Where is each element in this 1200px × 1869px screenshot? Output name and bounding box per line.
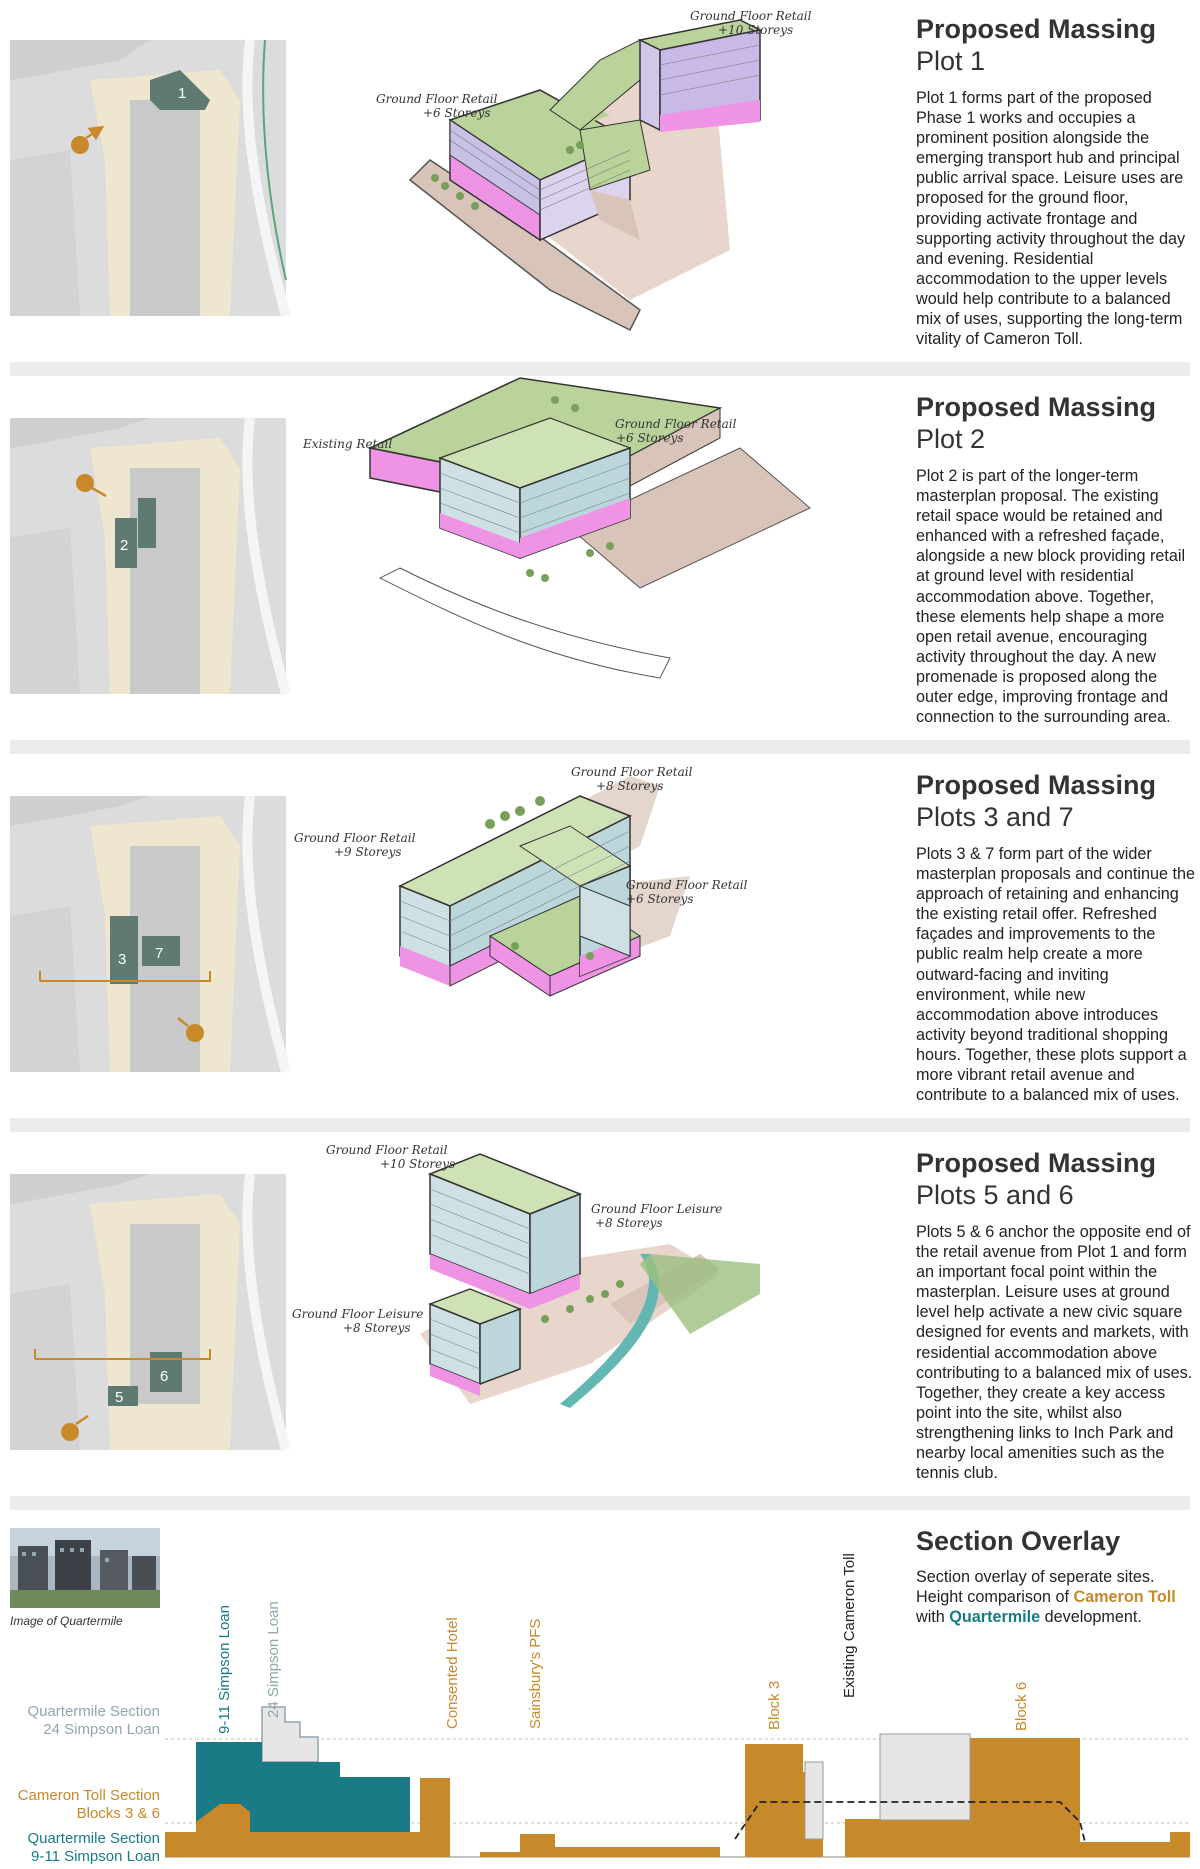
photo-caption: Image of Quartermile <box>10 1614 123 1628</box>
massing-label-1-storeys: +6 Storeys <box>616 431 684 445</box>
panel-subtitle: Plots 5 and 6 <box>916 1180 1074 1210</box>
panel-body: Plot 1 forms part of the proposed Phase 1 works and occupies a prominent position alongside the emerging transport hub and principal public arrival space. Leisure uses are proposed for the ground floor, providing activate frontage and supporting activity throughout the day and evening. Residential accommodation to the upper levels would help contribute to a balanced mix of uses, supporting the long-term vitality of Cameron Toll. <box>916 89 1186 349</box>
site-plan-thumbnail <box>10 796 286 1072</box>
panel-title: Proposed Massing <box>916 1148 1157 1178</box>
panel-plot-2 <box>0 378 1200 738</box>
plot-number-6: 6 <box>160 1368 169 1385</box>
massing-label-1: Ground Floor Retail <box>326 1143 448 1157</box>
section-divider <box>10 1118 1190 1132</box>
massing-label-2-storeys: +8 Storeys <box>595 1216 663 1230</box>
massing-label-1: Ground Floor Retail <box>690 9 812 23</box>
plot-number-7: 7 <box>155 945 164 962</box>
massing-label-2-storeys: +6 Storeys <box>423 106 491 120</box>
panel-body: Plots 3 & 7 form part of the wider masterplan proposals and continue the approach of retaining and enhancing the existing retail offer. Refreshed façades and improvements to the public realm help create a more outward-facing and inviting environment, while new accommodation above introduces activity beyond traditional shopping hours. Together, these plots support a more vibrant retail avenue and contribute to a balanced mix of uses. <box>916 845 1195 1105</box>
massing-label-1-storeys: +8 Storeys <box>596 779 664 793</box>
massing-label-1-storeys: +10 Storeys <box>718 23 794 37</box>
isometric-massing-plot-1 <box>340 0 900 360</box>
vlabel-block-3: Block 3 <box>766 1680 783 1730</box>
isometric-massing-plot-2 <box>303 378 900 738</box>
massing-label-3: Ground Floor Leisure <box>292 1307 424 1321</box>
panel-title: Proposed Massing <box>916 392 1157 422</box>
plot-3-footprint <box>110 916 138 984</box>
vlabel-consented-hotel: Consented Hotel <box>444 1617 461 1729</box>
panel-text <box>916 392 1196 727</box>
panel-body: Plot 2 is part of the longer-term masterplan proposal. The existing retail space would be retained and enhanced with a refreshed façade, alongside a new block providing retail at ground level with residential accommodation above. Together, these elements help shape a more open retail avenue, encouraging activity throughout the day. A new promenade is proposed along the outer edge, improving frontage and connection to the surrounding area. <box>916 467 1186 727</box>
massing-label-1: Ground Floor Retail <box>571 765 693 779</box>
plot-number-1: 1 <box>178 85 187 102</box>
panel-title: Proposed Massing <box>916 14 1157 44</box>
massing-label-2: Ground Floor Retail <box>376 92 498 106</box>
site-plan-thumbnail <box>10 40 286 316</box>
plot-number-2: 2 <box>120 537 129 554</box>
massing-label-2: Ground Floor Leisure <box>591 1202 723 1216</box>
section-title: Section Overlay <box>916 1526 1121 1556</box>
legend-9-11-simpson: Quartermile Section 9-11 Simpson Loan <box>27 1830 160 1865</box>
massing-label-3-storeys: +8 Storeys <box>343 1321 411 1335</box>
viewpoint-marker <box>61 1423 79 1441</box>
panel-title: Proposed Massing <box>916 770 1157 800</box>
massing-label-3: Ground Floor Retail <box>626 878 748 892</box>
viewpoint-marker <box>186 1024 204 1042</box>
site-plan-thumbnail <box>10 1174 286 1450</box>
vlabel-block-6: Block 6 <box>1013 1681 1030 1731</box>
panel-subtitle: Plot 1 <box>916 46 986 76</box>
legend-cameron-toll: Cameron Toll Section Blocks 3 & 6 <box>17 1787 160 1822</box>
panel-plot-1 <box>0 0 1200 360</box>
vlabel-existing-cameron-toll: Existing Cameron Toll <box>841 1553 858 1698</box>
section-overlay <box>0 1512 1200 1869</box>
viewpoint-marker <box>71 136 89 154</box>
massing-label-3-storeys: +6 Storeys <box>626 892 694 906</box>
massing-label-2-storeys: +9 Storeys <box>334 845 402 859</box>
panel-text <box>916 1148 1196 1483</box>
isometric-massing-plots-5-6 <box>292 1134 900 1494</box>
section-body: Section overlay of seperate sites. Height comparison of Cameron Toll with Quartermile development. <box>916 1568 1176 1627</box>
viewpoint-marker <box>76 474 94 492</box>
vlabel-sainsburys: Sainsbury's PFS <box>527 1618 544 1729</box>
section-divider <box>10 1496 1190 1510</box>
panel-plots-3-7 <box>0 756 1200 1116</box>
section-divider <box>10 740 1190 754</box>
massing-label-2: Ground Floor Retail <box>294 831 416 845</box>
panel-text <box>916 14 1196 349</box>
plot-number-5: 5 <box>115 1389 124 1406</box>
panel-plots-5-6 <box>0 1134 1200 1494</box>
panel-text <box>916 770 1196 1105</box>
legend-24-simpson: Quartermile Section 24 Simpson Loan <box>27 1703 160 1738</box>
plot-number-3: 3 <box>118 951 127 968</box>
site-plan-thumbnail <box>10 418 286 694</box>
massing-label-1: Ground Floor Retail <box>615 417 737 431</box>
vlabel-9-11-simpson: 9-11 Simpson Loan <box>216 1605 233 1734</box>
section-text <box>916 1526 1196 1627</box>
panel-subtitle: Plot 2 <box>916 424 986 454</box>
isometric-massing-plots-3-7 <box>294 756 900 1116</box>
massing-label-1-storeys: +10 Storeys <box>380 1157 456 1171</box>
panel-body: Plots 5 & 6 anchor the opposite end of the retail avenue from Plot 1 and form an important focal point within the masterplan. Leisure uses at ground level help activate a new civic square designed for events and markets, with residential accommodation above contributing to a balanced mix of uses. Together, they create a key access point into the site, whilst also strengthening links to Inch Park and nearby local amenities such as the tennis club. <box>916 1223 1193 1483</box>
vlabel-24-simpson: 24 Simpson Loan <box>265 1601 282 1718</box>
section-divider <box>10 362 1190 376</box>
massing-label-existing: Existing Retail <box>303 437 393 451</box>
panel-subtitle: Plots 3 and 7 <box>916 802 1074 832</box>
